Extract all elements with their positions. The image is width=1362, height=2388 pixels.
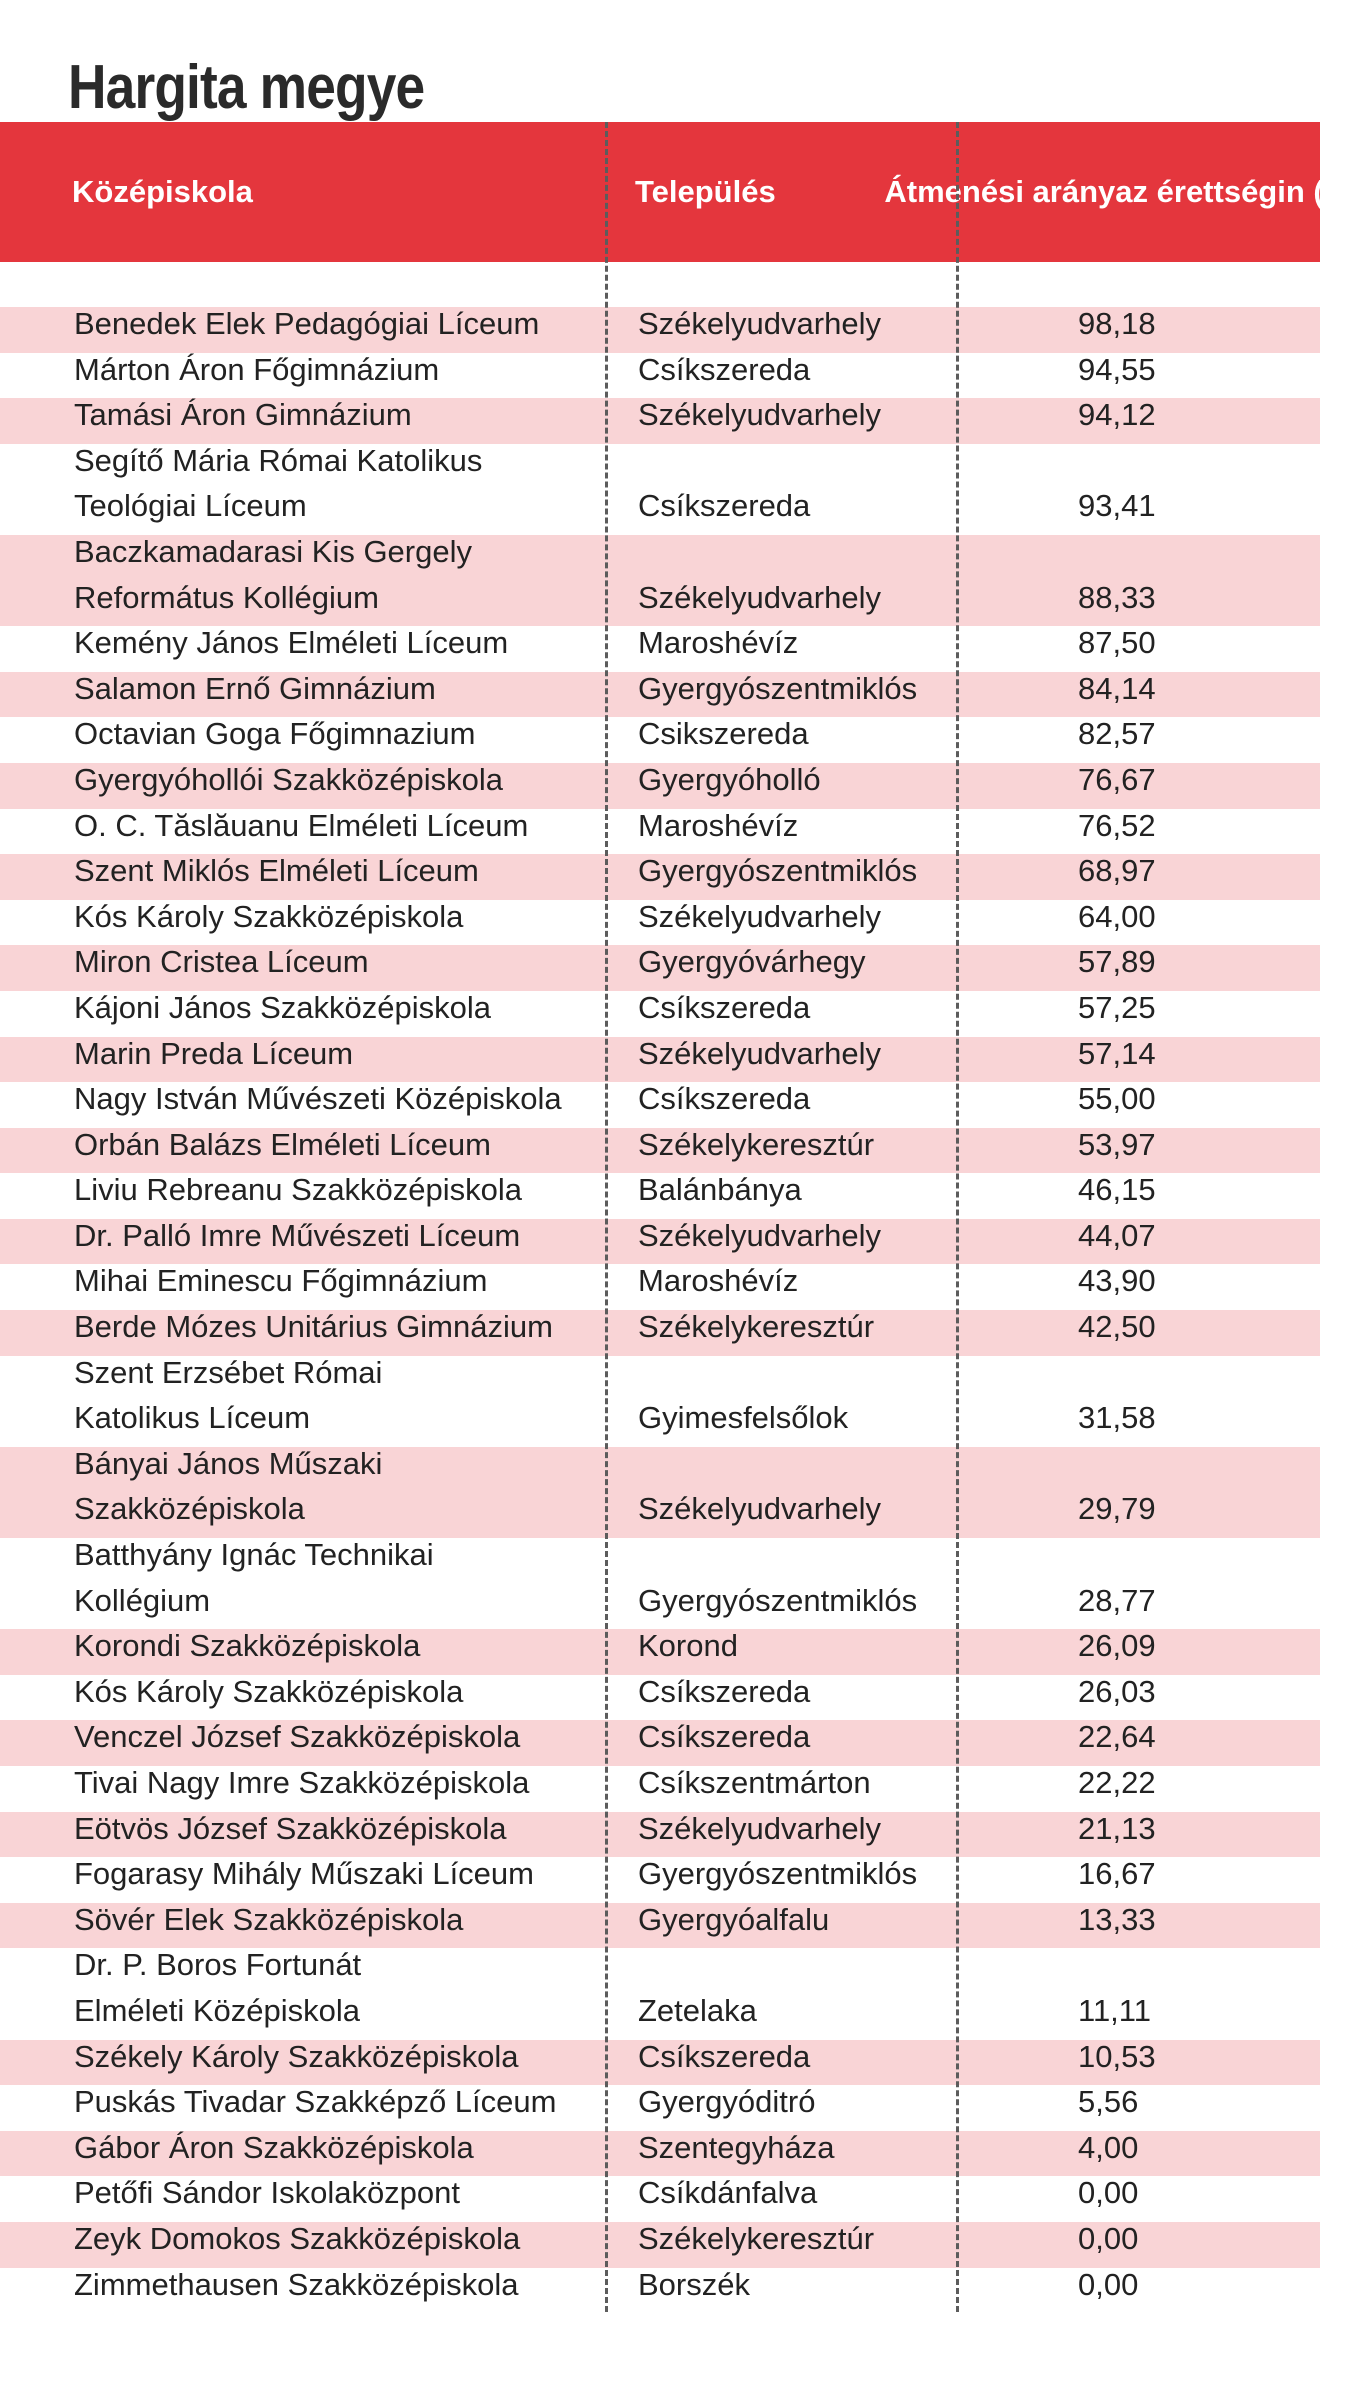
town-cell: Gyergyószentmiklós [638,1856,918,1892]
school-name-cell: Miron Cristea Líceum [74,944,369,980]
pass-rate-cell: 5,56 [1078,2084,1139,2120]
school-name-cell: Kós Károly Szakközépiskola [74,1673,464,1709]
town-cell: Korond [638,1628,738,1664]
pass-rate-cell: 0,00 [1078,2175,1139,2211]
town-cell: Gyergyószentmiklós [638,670,918,706]
header-pass-rate-line1: Átmenési arány [884,174,1116,209]
table-row [0,535,1320,626]
pass-rate-cell: 64,00 [1078,898,1156,934]
town-cell: Csíkdánfalva [638,2175,818,2211]
pass-rate-cell: 53,97 [1078,1126,1156,1162]
school-name-cell: Petőfi Sándor Iskolaközpont [74,2175,461,2211]
school-name-cell: Tivai Nagy Imre Szakközépiskola [74,1765,530,1800]
header-pass-rate [884,122,1362,262]
table-row [0,1948,1320,2039]
pass-rate-cell: 57,89 [1078,944,1156,980]
school-name-cell: Marin Preda Líceum [74,1035,354,1071]
town-cell: Gyimesfelsőlok [638,1400,849,1436]
school-name-cell: Puskás Tivadar Szakképző Líceum [74,2084,557,2120]
pass-rate-cell: 22,64 [1078,1719,1156,1755]
school-name-cell: Eötvös József Szakközépiskola [74,1810,507,1846]
town-cell: Gyergyószentmiklós [638,853,918,889]
pass-rate-cell: 31,58 [1078,1400,1156,1436]
town-cell: Csíkszereda [638,2038,811,2074]
school-name-cell: Szent Erzsébet Római Katolikus Líceum [74,1354,383,1436]
town-cell: Gyergyóvárhegy [638,944,866,980]
school-name-cell: Venczel József Szakközépiskola [74,1719,521,1755]
pass-rate-cell: 42,50 [1078,1309,1156,1345]
pass-rate-cell: 93,41 [1078,488,1156,524]
school-name-cell: Mihai Eminescu Főgimnázium [74,1263,488,1299]
school-name-cell: Sövér Elek Szakközépiskola [74,1901,464,1937]
town-cell: Csíkszentmárton [638,1765,871,1800]
school-name-cell: Korondi Szakközépiskola [74,1628,421,1664]
pass-rate-cell: 26,03 [1078,1673,1156,1709]
town-cell: Székelyudvarhely [638,1491,881,1527]
school-name-cell: Kós Károly Szakközépiskola [74,898,464,934]
school-name-cell: Bányai János Műszaki Szakközépiskola [74,1445,383,1527]
school-name-cell: Benedek Elek Pedagógiai Líceum [74,306,540,341]
school-name-cell: Batthyány Ignác Technikai Kollégium [74,1537,434,1618]
school-name-cell: Baczkamadarasi Kis Gergely Református Kollégium [74,533,472,615]
school-name-cell: Kemény János Elméleti Líceum [74,625,509,661]
town-cell: Gyergyóalfalu [638,1901,830,1937]
pass-rate-cell: 10,53 [1078,2038,1156,2074]
table-row [0,1356,1320,1447]
school-name-cell: Zimmethausen Szakközépiskola [74,2266,519,2302]
school-name-cell: Nagy István Művészeti Középiskola [74,1081,562,1117]
pass-rate-cell: 43,90 [1078,1263,1156,1299]
town-cell: Gyergyóditró [638,2084,816,2120]
pass-rate-cell: 44,07 [1078,1217,1156,1253]
school-name-cell: Gyergyóhollói Szakközépiskola [74,761,504,797]
table-header [0,122,1362,262]
school-name-cell: Tamási Áron Gimnázium [74,397,412,433]
town-cell: Székelyudvarhely [638,898,881,934]
town-cell: Székelykeresztúr [638,1126,875,1162]
school-name-cell: Salamon Ernő Gimnázium [74,670,436,706]
table-row [0,1538,1320,1629]
pass-rate-cell: 94,12 [1078,397,1156,433]
school-name-cell: Kájoni János Szakközépiskola [74,989,492,1025]
header-pass-rate-line2: az érettségin (%) [1115,174,1362,209]
school-name-cell: Fogarasy Mihály Műszaki Líceum [74,1856,534,1892]
school-name-cell: Márton Áron Főgimnázium [74,351,440,387]
pass-rate-cell: 11,11 [1078,1992,1151,2028]
pass-rate-cell: 55,00 [1078,1081,1156,1117]
school-name-cell: Szent Miklós Elméleti Líceum [74,853,479,889]
pass-rate-cell: 0,00 [1078,2266,1139,2302]
school-name-cell: Orbán Balázs Elméleti Líceum [74,1126,491,1162]
town-cell: Csíkszereda [638,488,811,524]
town-cell: Székelyudvarhely [638,1217,881,1253]
pass-rate-cell: 0,00 [1078,2220,1139,2256]
table-row [0,2268,1320,2314]
school-name-cell: Liviu Rebreanu Szakközépiskola [74,1172,523,1208]
pass-rate-cell: 76,67 [1078,761,1156,797]
table-row [0,444,1320,535]
town-cell: Székelykeresztúr [638,1309,875,1345]
header-town: Település [635,174,776,209]
pass-rate-cell: 26,09 [1078,1628,1156,1664]
pass-rate-cell: 29,79 [1078,1491,1156,1527]
town-cell: Székelyudvarhely [638,1035,881,1071]
header-school: Középiskola [72,174,253,209]
town-cell: Csíkszereda [638,351,811,387]
school-name-cell: Zeyk Domokos Szakközépiskola [74,2220,521,2256]
pass-rate-cell: 82,57 [1078,716,1156,752]
school-name-cell: Octavian Goga Főgimnazium [74,716,476,752]
school-name-cell: Dr. P. Boros Fortunát Elméleti Középiskola [74,1947,362,2028]
pass-rate-cell: 22,22 [1078,1765,1156,1800]
town-cell: Székelyudvarhely [638,1810,881,1846]
pass-rate-cell: 76,52 [1078,807,1156,843]
town-cell: Maroshévíz [638,625,799,661]
pass-rate-cell: 94,55 [1078,351,1156,387]
school-name-cell: Berde Mózes Unitárius Gimnázium [74,1309,553,1345]
town-cell: Csíkszereda [638,989,811,1025]
town-cell: Maroshévíz [638,1263,799,1299]
pass-rate-cell: 57,14 [1078,1035,1156,1071]
pass-rate-cell: 88,33 [1078,579,1156,615]
pass-rate-cell: 16,67 [1078,1856,1156,1892]
pass-rate-cell: 46,15 [1078,1172,1156,1208]
town-cell: Gyergyószentmiklós [638,1582,918,1618]
pass-rate-cell: 84,14 [1078,670,1156,706]
page-title: Hargita megye [68,53,425,122]
table-body [0,307,1320,2313]
town-cell: Csikszereda [638,716,809,752]
school-name-cell: Gábor Áron Szakközépiskola [74,2129,474,2165]
school-name-cell: Dr. Palló Imre Művészeti Líceum [74,1217,521,1253]
town-cell: Székelyudvarhely [638,579,881,615]
town-cell: Csíkszereda [638,1719,811,1755]
pass-rate-cell: 4,00 [1078,2129,1139,2165]
pass-rate-cell: 98,18 [1078,306,1156,341]
school-name-cell: Székely Károly Szakközépiskola [74,2038,519,2074]
town-cell: Székelykeresztúr [638,2220,875,2256]
school-name-cell: Segítő Mária Római Katolikus Teológiai Líceum [74,442,483,524]
town-cell: Zetelaka [638,1992,757,2028]
town-cell: Gyergyóholló [638,761,821,797]
pass-rate-cell: 13,33 [1078,1901,1156,1937]
town-cell: Székelyudvarhely [638,397,881,433]
town-cell: Borszék [638,2266,750,2302]
pass-rate-cell: 87,50 [1078,625,1156,661]
town-cell: Maroshévíz [638,807,799,843]
town-cell: Csíkszereda [638,1673,811,1709]
town-cell: Csíkszereda [638,1081,811,1117]
pass-rate-cell: 68,97 [1078,853,1156,889]
pass-rate-cell: 57,25 [1078,989,1156,1025]
pass-rate-cell: 21,13 [1078,1810,1156,1846]
school-name-cell: O. C. Tăslăuanu Elméleti Líceum [74,807,529,843]
column-divider [956,122,959,2312]
table-row [0,1447,1320,1538]
column-divider [605,122,608,2312]
town-cell: Balánbánya [638,1172,802,1208]
town-cell: Szentegyháza [638,2129,835,2165]
town-cell: Székelyudvarhely [638,306,881,341]
pass-rate-cell: 28,77 [1078,1582,1156,1618]
